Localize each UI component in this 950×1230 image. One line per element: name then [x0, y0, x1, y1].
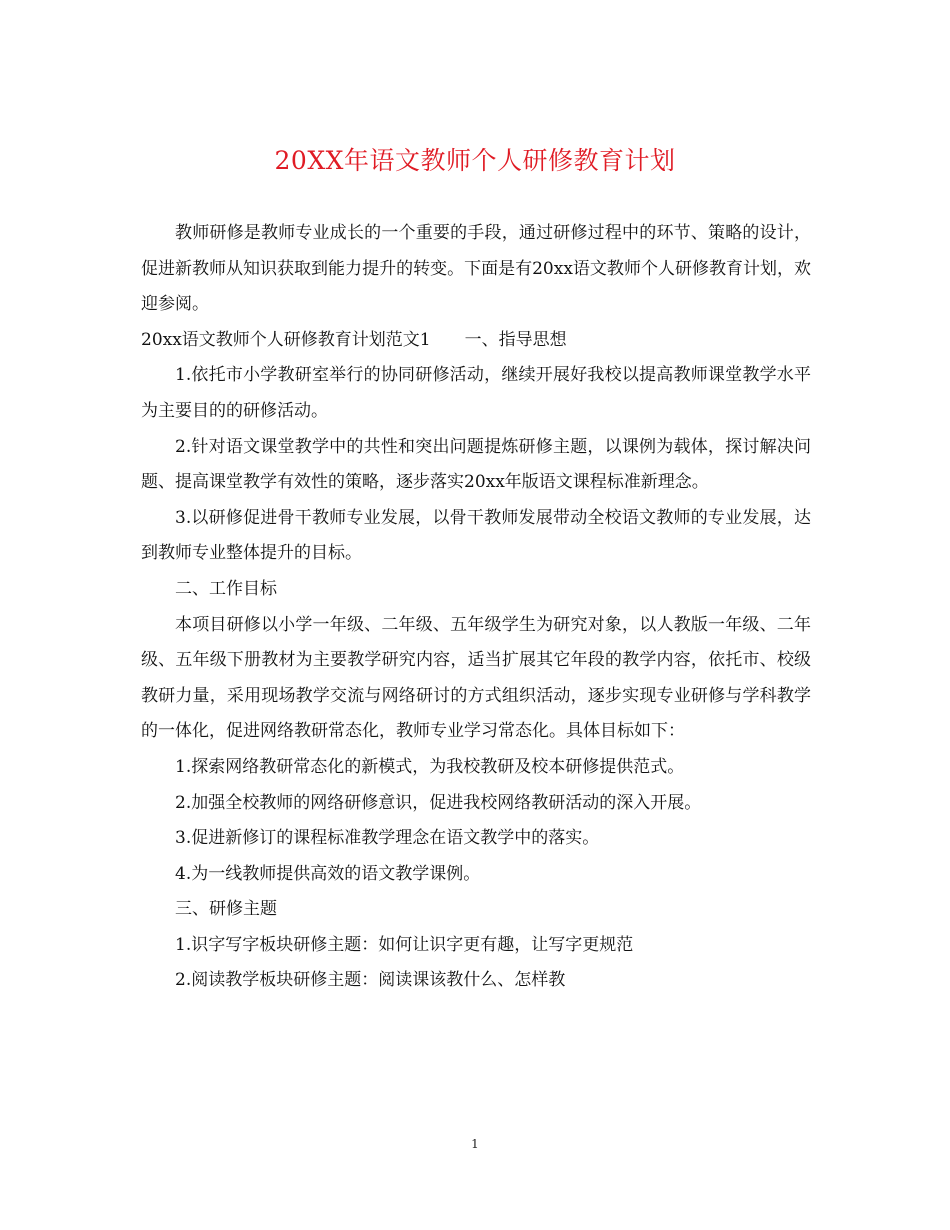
document-title: 20XX年语文教师个人研修教育计划: [274, 146, 676, 175]
theme-item-2: 2.阅读教学板块研修主题：阅读课该教什么、怎样教: [175, 970, 566, 991]
intro-paragraph: 教师研修是教师专业成长的一个重要的手段，通过研修过程中的环节、策略的设计，促进新教师从知识获取到能力提升的转变。下面是有20xx语文教师个人研修教育计划，欢迎参阅。: [141, 223, 811, 315]
section-heading-themes: 三、研修主题: [175, 899, 277, 920]
section-heading-goals: 二、工作目标: [175, 578, 277, 599]
goals-paragraph: 本项目研修以小学一年级、二年级、五年级学生为研究对象，以人教版一年级、二年级、五年级下册教材为主要教学研究内容，适当扩展其它年段的教学内容，依托市、校级教研力量，采用现场教学交流与网络研讨的方式组织活动，逐步实现专业研修与学科教学的一体化，促进网络教研常态化，教师专业学习常态化。具体目标如下：: [141, 614, 811, 742]
page-number: 1: [471, 1137, 479, 1151]
goal-item-2: 2.加强全校教师的网络研修意识，促进我校网络教研活动的深入开展。: [175, 792, 702, 813]
sample-heading-paragraph: 20xx语文教师个人研修教育计划范文1 一、指导思想: [141, 329, 567, 350]
guiding-item-2: 2.针对语文课堂教学中的共性和突出问题提炼研修主题，以课例为载体，探讨解决问题、提高课堂教学有效性的策略，逐步落实20xx年版语文课程标准新理念。: [141, 436, 811, 493]
document-body: [141, 216, 811, 999]
guiding-item-1: 1.依托市小学教研室举行的协同研修活动，继续开展好我校以提高教师课堂教学水平为主要目的的研修活动。: [141, 365, 811, 421]
goal-item-4: 4.为一线教师提供高效的语文教学课例。: [175, 863, 481, 884]
goal-item-3: 3.促进新修订的课程标准教学理念在语文教学中的落实。: [175, 828, 600, 849]
guiding-item-3: 3.以研修促进骨干教师专业发展，以骨干教师发展带动全校语文教师的专业发展，达到教师专业整体提升的目标。: [141, 507, 811, 564]
goal-item-1: 1.探索网络教研常态化的新模式，为我校教研及校本研修提供范式。: [175, 756, 685, 777]
theme-item-1: 1.识字写字板块研修主题：如何让识字更有趣，让写字更规范: [175, 934, 634, 955]
